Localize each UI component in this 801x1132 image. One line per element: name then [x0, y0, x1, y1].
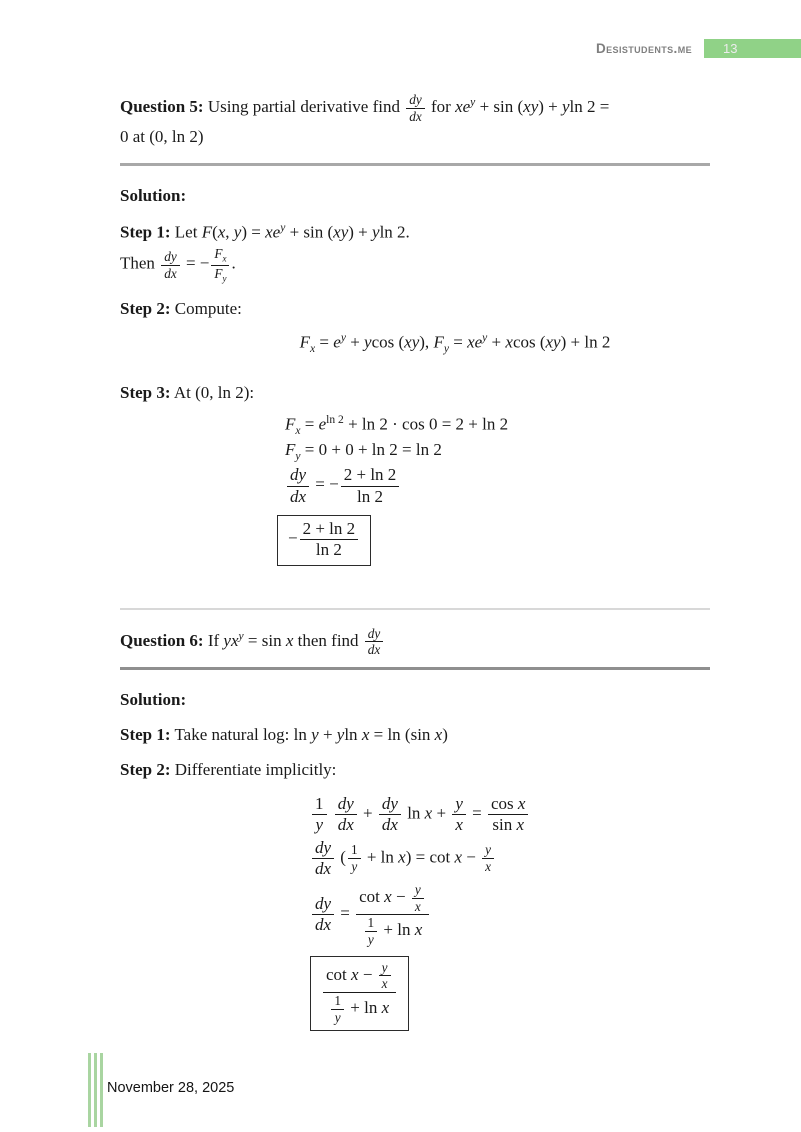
- math-text: ln 2.: [379, 222, 410, 242]
- math-text: 1: [367, 915, 375, 931]
- fraction-denominator: [161, 266, 180, 282]
- footer-date: November 28, 2025: [107, 1080, 235, 1096]
- math-variable: x: [516, 814, 524, 834]
- fraction-numerator: [161, 249, 180, 266]
- q5-step-3-label: [120, 383, 710, 403]
- q5-equation-dydx: [285, 465, 710, 506]
- math-text: ) = cot: [405, 847, 455, 867]
- math-variable: y: [381, 959, 388, 975]
- fraction-numerator: [379, 794, 401, 815]
- math-variable: x: [381, 998, 390, 1017]
- math-variable: y: [233, 222, 242, 242]
- math-variable: x: [485, 859, 492, 875]
- math-variable: F: [214, 265, 223, 281]
- q6-equation-2: [310, 838, 710, 879]
- math-text: ln: [402, 803, 425, 823]
- math-variable: e: [318, 414, 327, 434]
- math-text: = sin: [243, 630, 286, 650]
- page-number-badge: 13: [704, 39, 801, 58]
- math-variable: dy: [381, 793, 398, 813]
- math-bold-label: Step 3:: [120, 383, 171, 403]
- math-text: At (0, ln 2):: [170, 383, 255, 403]
- math-variable: dx: [381, 814, 398, 834]
- math-fraction: [323, 960, 396, 1026]
- math-fraction: [482, 842, 494, 874]
- fraction-denominator: [379, 976, 391, 992]
- math-variable: xe: [467, 332, 483, 352]
- q6-equation-3: [310, 882, 710, 948]
- math-text: + sin (: [475, 97, 524, 117]
- fraction-denominator: [406, 109, 425, 125]
- fraction-numerator: [379, 960, 391, 977]
- math-bold-label: Step 1:: [120, 724, 171, 744]
- fraction-denominator: [365, 932, 377, 948]
- math-variable: y: [485, 842, 492, 858]
- math-variable: xy: [333, 222, 349, 242]
- math-variable: dx: [367, 642, 381, 658]
- math-variable: y: [414, 882, 421, 898]
- math-variable: x: [398, 847, 406, 867]
- math-fraction: [312, 894, 334, 935]
- math-text: Compute:: [170, 298, 242, 318]
- math-variable: dy: [409, 92, 422, 107]
- math-fraction: [341, 465, 400, 506]
- q6-final-answer-box: [310, 956, 409, 1032]
- fraction-numerator: [287, 465, 309, 486]
- q5-step-3-equations: [285, 413, 710, 566]
- math-subscript: x: [222, 254, 227, 265]
- math-text: Let: [170, 222, 202, 242]
- math-text: =: [467, 803, 486, 823]
- math-superscript: y: [238, 629, 244, 643]
- math-fraction: [356, 882, 429, 948]
- math-variable: dy: [367, 625, 381, 641]
- math-variable: x: [505, 332, 513, 352]
- math-text: 2 + ln 2: [343, 465, 397, 485]
- math-variable: y: [455, 793, 463, 813]
- math-fraction: [211, 246, 229, 284]
- math-fraction: [161, 249, 180, 281]
- fraction-numerator: [412, 882, 424, 899]
- math-text: +: [318, 724, 337, 744]
- math-text: (: [336, 847, 346, 867]
- q5-step-2-label: [120, 299, 710, 319]
- math-variable: dy: [337, 793, 354, 813]
- math-text: + ln: [362, 847, 399, 867]
- math-variable: xy: [545, 332, 561, 352]
- math-variable: x: [361, 724, 370, 744]
- math-text: cos (: [371, 332, 405, 352]
- math-text: cot: [359, 887, 385, 907]
- document-body: [120, 0, 710, 1031]
- math-text: −: [391, 887, 410, 907]
- fraction-numerator: [323, 960, 396, 993]
- math-superscript: y: [470, 95, 476, 109]
- math-text: +: [432, 803, 451, 823]
- math-text: Using partial derivative find: [203, 97, 405, 117]
- math-variable: dx: [315, 859, 332, 879]
- math-variable: y: [334, 1009, 341, 1025]
- math-variable: y: [311, 724, 319, 744]
- math-fraction: [365, 915, 378, 947]
- math-text: [329, 803, 333, 822]
- math-fraction: [412, 882, 424, 914]
- fraction-numerator: [331, 993, 344, 1010]
- fraction-numerator: [452, 794, 466, 815]
- math-text: 1: [350, 842, 358, 858]
- math-fraction: [452, 794, 466, 835]
- math-text: = −: [181, 254, 210, 274]
- math-text: (: [212, 222, 218, 242]
- math-bold-label: Step 1:: [120, 222, 171, 242]
- math-text: +: [487, 332, 506, 352]
- fraction-denominator: [312, 815, 326, 835]
- math-variable: y: [372, 222, 380, 242]
- math-fraction: [379, 960, 391, 992]
- math-fraction: [365, 626, 384, 658]
- math-variable: x: [351, 964, 359, 984]
- math-text: +: [358, 803, 377, 823]
- math-bold-label: Question 6:: [120, 630, 204, 650]
- math-text: If: [203, 630, 224, 650]
- math-bold-label: Question 5:: [120, 97, 204, 117]
- fraction-denominator: [312, 915, 334, 935]
- fraction-numerator: [300, 519, 359, 540]
- math-text: for: [426, 97, 456, 117]
- q5-equation-Fy-value: [285, 440, 710, 462]
- math-variable: y: [336, 724, 345, 744]
- math-variable: xe: [455, 97, 471, 117]
- footer-accent-bars: [88, 1053, 103, 1127]
- fraction-denominator: [489, 815, 527, 835]
- fraction-denominator: [354, 487, 386, 507]
- fraction-denominator: [360, 915, 426, 947]
- math-text: ln 2: [315, 539, 342, 559]
- math-subscript: x: [310, 342, 316, 356]
- math-variable: dx: [337, 814, 354, 834]
- math-text: then find: [293, 630, 363, 650]
- fraction-denominator: [332, 1010, 344, 1026]
- math-superscript: y: [340, 330, 346, 344]
- fraction-numerator: [341, 465, 400, 486]
- math-variable: dx: [290, 486, 307, 506]
- math-variable: x: [434, 724, 443, 744]
- math-text: 2 + ln 2: [302, 518, 356, 538]
- question-5-title-line-1: [120, 92, 710, 124]
- math-variable: y: [367, 932, 374, 948]
- math-fraction: [312, 838, 334, 879]
- math-variable: x: [414, 920, 423, 940]
- fraction-numerator: [335, 794, 357, 815]
- divider-under-question-5: [120, 163, 710, 166]
- math-variable: F: [433, 332, 444, 352]
- math-text: =: [336, 903, 355, 923]
- math-fraction: [488, 794, 528, 835]
- math-text: cos (: [512, 332, 546, 352]
- math-variable: y: [351, 859, 358, 875]
- math-variable: dy: [315, 838, 332, 858]
- math-text: ),: [419, 332, 434, 352]
- fraction-denominator: [335, 815, 357, 835]
- math-variable: dx: [164, 265, 177, 281]
- math-variable: xy: [523, 97, 539, 117]
- math-subscript: y: [443, 342, 449, 356]
- math-variable: F: [285, 414, 296, 434]
- fraction-denominator: [348, 859, 360, 875]
- math-text: cos: [490, 793, 518, 813]
- divider-above-question-6: [120, 608, 710, 610]
- math-fraction: [406, 92, 425, 124]
- divider-under-question-6: [120, 667, 710, 670]
- math-text: cot: [326, 964, 352, 984]
- math-text: ) +: [538, 97, 562, 117]
- q6-solution-heading: Solution:: [120, 689, 187, 709]
- fraction-denominator: [313, 540, 345, 560]
- math-fraction: [287, 465, 309, 506]
- math-text: ) + ln 2: [560, 332, 611, 352]
- math-variable: xe: [265, 222, 281, 242]
- fraction-denominator: [412, 899, 424, 915]
- math-text: =: [300, 414, 319, 434]
- math-variable: F: [299, 332, 311, 352]
- math-variable: dx: [409, 108, 422, 124]
- fraction-numerator: [488, 794, 528, 815]
- math-fraction: [300, 519, 359, 560]
- fraction-numerator: [348, 842, 361, 859]
- math-text: = ln (sin: [369, 724, 435, 744]
- math-variable: dy: [315, 894, 332, 914]
- math-text: + ln 2 · cos 0 = 2 + ln 2: [343, 414, 509, 434]
- math-text: Take natural log: ln: [170, 724, 312, 744]
- math-text: −: [288, 528, 298, 547]
- math-superscript: ln 2: [326, 413, 344, 427]
- math-variable: y: [364, 332, 372, 352]
- math-text: + ln: [379, 920, 415, 940]
- math-variable: y: [315, 814, 324, 834]
- math-text: =: [448, 332, 468, 352]
- math-subscript: y: [295, 449, 301, 463]
- fraction-denominator: [211, 266, 229, 284]
- math-text: ) =: [241, 222, 266, 242]
- q5-step-1-line-2: [120, 246, 710, 284]
- fraction-denominator: [365, 642, 384, 658]
- math-text: .: [231, 254, 236, 274]
- math-fraction: [331, 993, 344, 1025]
- q5-step-1-line-1: [120, 221, 710, 243]
- math-text: =: [315, 332, 334, 352]
- fraction-denominator: [379, 815, 401, 835]
- fraction-denominator: [287, 487, 309, 507]
- math-superscript: y: [280, 220, 286, 234]
- math-bold-label: Step 2:: [120, 759, 171, 779]
- math-text: Then: [120, 254, 160, 274]
- math-variable: x: [424, 803, 433, 823]
- math-variable: F: [201, 222, 213, 242]
- q5-solution-heading: Solution:: [120, 185, 187, 205]
- math-subscript: y: [222, 273, 227, 284]
- math-bold-label: Step 2:: [120, 298, 171, 318]
- math-variable: yx: [223, 630, 239, 650]
- fraction-numerator: [365, 626, 384, 643]
- fraction-numerator: [312, 794, 327, 815]
- fraction-denominator: [326, 993, 392, 1025]
- math-variable: dx: [315, 915, 332, 935]
- math-variable: dy: [290, 465, 307, 485]
- math-text: sin: [492, 814, 517, 834]
- math-text: 0 at (0, ln 2): [120, 127, 204, 147]
- math-text: ln 2 =: [569, 97, 610, 117]
- fraction-denominator: [312, 859, 334, 879]
- math-text: Differentiate implicitly:: [170, 759, 337, 779]
- question-5-title: [120, 92, 710, 150]
- q5-step-2-equation: [200, 331, 710, 355]
- math-text: ,: [225, 222, 234, 242]
- fraction-numerator: [365, 915, 378, 932]
- math-fraction: [312, 794, 327, 835]
- q6-step-2-label: [120, 760, 710, 780]
- math-superscript: y: [482, 330, 488, 344]
- math-text: = 0 + 0 + ln 2 = ln 2: [300, 440, 442, 460]
- math-text: ln: [344, 724, 362, 744]
- fraction-numerator: [356, 882, 429, 915]
- math-text: + sin (: [285, 222, 334, 242]
- math-variable: x: [217, 222, 226, 242]
- site-brand-text: Desistudents.me: [595, 41, 692, 56]
- math-variable: F: [214, 246, 223, 262]
- math-variable: x: [381, 976, 388, 992]
- q6-equation-1: [310, 794, 710, 835]
- math-variable: e: [333, 332, 341, 352]
- fraction-numerator: [406, 92, 425, 109]
- math-text: 1: [334, 992, 342, 1008]
- math-fraction: [335, 794, 357, 835]
- math-variable: x: [517, 793, 526, 813]
- math-variable: x: [454, 847, 463, 867]
- fraction-numerator: [312, 838, 334, 859]
- math-variable: F: [285, 440, 296, 460]
- fraction-numerator: [482, 842, 494, 859]
- q5-final-answer-box: [277, 515, 371, 566]
- fraction-denominator: [482, 859, 494, 875]
- q6-step-1-line: [120, 725, 710, 745]
- math-text: + ln: [346, 998, 382, 1017]
- math-fraction: [379, 794, 401, 835]
- math-variable: x: [455, 814, 463, 834]
- math-fraction: [348, 842, 361, 874]
- fraction-denominator: [452, 815, 466, 835]
- q5-equation-Fx-value: [285, 413, 710, 437]
- math-text: ln 2: [357, 486, 383, 506]
- math-variable: x: [384, 887, 392, 907]
- math-text: 1: [315, 793, 324, 813]
- math-variable: x: [414, 898, 421, 914]
- math-variable: dy: [164, 249, 177, 265]
- math-text: ): [442, 724, 448, 744]
- math-text: = −: [311, 474, 339, 494]
- math-variable: y: [562, 97, 570, 117]
- q6-equations: [310, 794, 710, 1031]
- math-text: −: [358, 964, 377, 984]
- question-6-title: [120, 626, 710, 658]
- math-text: −: [462, 847, 481, 867]
- question-5-title-line-2: [120, 124, 710, 150]
- math-variable: xy: [404, 332, 420, 352]
- fraction-numerator: [211, 246, 229, 265]
- math-subscript: x: [295, 424, 301, 438]
- question-6-title-line: [120, 626, 710, 658]
- math-text: +: [345, 332, 365, 352]
- math-variable: x: [285, 630, 294, 650]
- fraction-numerator: [312, 894, 334, 915]
- math-text: ) +: [348, 222, 373, 242]
